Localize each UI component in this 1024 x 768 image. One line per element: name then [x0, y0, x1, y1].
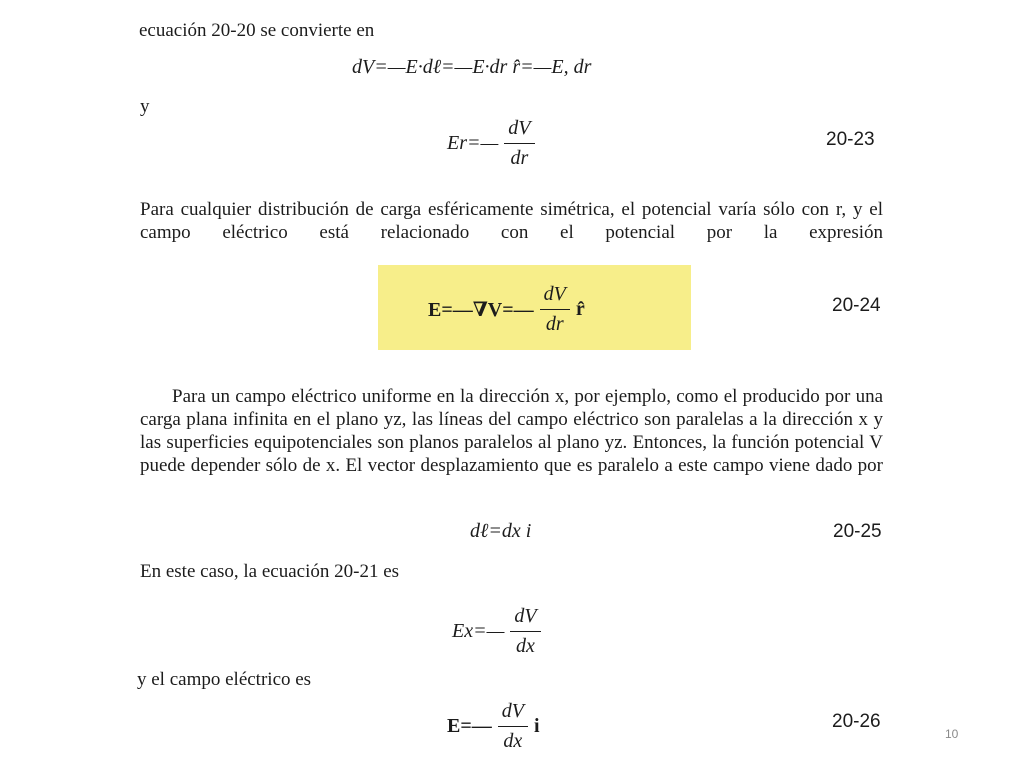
equation-er [447, 117, 541, 170]
equation-number-23: 20-23 [826, 129, 875, 150]
slide-number: 10 [945, 727, 959, 741]
equation-e-rhs: i [533, 715, 540, 737]
text-en-este-caso: En este caso, la ecuación 20-21 es [140, 561, 400, 582]
equation-dl: dℓ=dx i [470, 520, 532, 542]
equation-gradient-lhs: E=—∇V=— [428, 299, 534, 321]
equation-e-fraction [498, 700, 528, 753]
equation-number-26: 20-26 [832, 711, 881, 732]
equation-dv: dV=—E·dℓ=—E·dr r̂=—E, dr [352, 56, 592, 78]
equation-e-lhs: E=— [447, 715, 492, 737]
paragraph-spherical: Para cualquier distribución de carga esféricamente simétrica, el potencial varía sólo con r, y el campo eléctrico está relacionado con el potencial por la expresión [140, 199, 883, 243]
equation-gradient-fraction [540, 283, 570, 336]
fraction-numerator: dV [504, 117, 534, 144]
equation-number-25: 20-25 [833, 521, 882, 542]
equation-er-lhs: Er=— [447, 132, 499, 154]
text-campo-electrico: y el campo eléctrico es [137, 669, 312, 690]
equation-gradient-rhs: r̂ [575, 298, 585, 320]
equation-number-24: 20-24 [832, 295, 881, 316]
fraction-denominator: dx [516, 635, 535, 657]
fraction-numerator: dV [498, 700, 528, 727]
fraction-numerator: dV [510, 605, 540, 632]
intro-text: ecuación 20-20 se convierte en [139, 20, 375, 41]
equation-e [447, 700, 540, 753]
conjunction-y: y [140, 96, 150, 117]
equation-er-fraction [504, 117, 534, 170]
fraction-denominator: dr [510, 147, 529, 169]
fraction-numerator: dV [540, 283, 570, 310]
equation-gradient [428, 283, 585, 336]
fraction-denominator: dx [503, 730, 523, 752]
fraction-denominator: dr [545, 313, 564, 335]
equation-ex [452, 605, 547, 658]
paragraph-uniform-field: Para un campo eléctrico uniforme en la dirección x, por ejemplo, como el producido por una carga plana infinita en el plano yz, las líneas del campo eléctrico son paralelas a la dirección x y las superficies equipotenciales son planos paralelos al plano yz. Entonces, la función potencial V puede depender sólo de x. El vector desplazamiento que es paralelo a este campo viene dado por [140, 386, 883, 476]
equation-ex-lhs: Ex=— [452, 620, 505, 642]
equation-ex-fraction [510, 605, 540, 658]
